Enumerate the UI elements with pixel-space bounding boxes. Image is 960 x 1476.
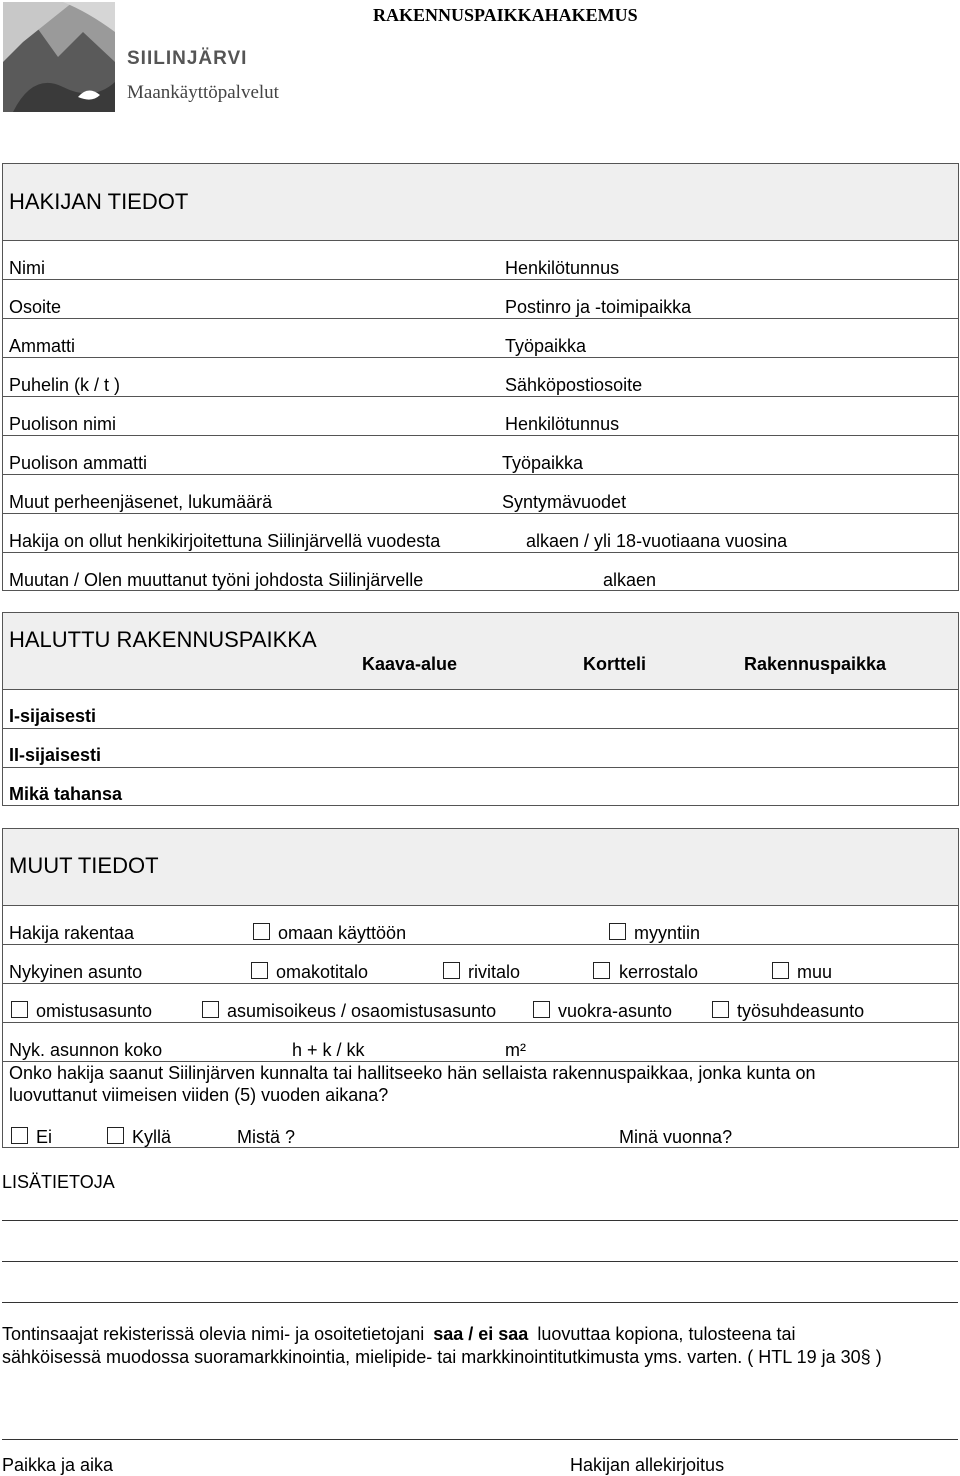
other-house-label: muu bbox=[797, 962, 833, 982]
right-of-occupancy-checkbox[interactable] bbox=[202, 1001, 219, 1018]
own-use-label: omaan käyttöön bbox=[278, 923, 407, 943]
adult-years-field[interactable]: alkaen / yli 18-vuotiaana vuosina bbox=[526, 531, 788, 551]
detached-house-checkbox[interactable] bbox=[251, 962, 268, 979]
row-divider bbox=[2, 983, 958, 984]
prior-plot-question: Onko hakija saanut Siilinjärven kunnalta tai hallitseeko hän sellaista rakennuspaikkaa, jonka kunta on luovuttanut viimeisen viiden (5) vuoden aikana? bbox=[9, 1063, 816, 1105]
yes-checkbox[interactable] bbox=[107, 1127, 124, 1144]
where-field[interactable]: Mistä ? bbox=[237, 1127, 296, 1147]
home-size-label[interactable]: Nyk. asunnon koko bbox=[9, 1040, 163, 1060]
for-sale-label: myyntiin bbox=[634, 923, 701, 943]
ssn-field[interactable]: Henkilötunnus bbox=[505, 258, 620, 278]
row-divider bbox=[2, 279, 958, 280]
phone-field[interactable]: Puhelin (k / t ) bbox=[9, 375, 121, 395]
consent-text-2: luovuttaa kopiona, tulosteena tai bbox=[537, 1324, 796, 1344]
plot-heading: HALUTTU RAKENNUSPAIKKA bbox=[9, 627, 317, 652]
name-field[interactable]: Nimi bbox=[9, 258, 45, 278]
extra-info-heading: LISÄTIETOJA bbox=[2, 1172, 115, 1192]
detached-house-label: omakotitalo bbox=[276, 962, 369, 982]
spouse-ssn-field[interactable]: Henkilötunnus bbox=[505, 414, 620, 434]
employer-housing-checkbox[interactable] bbox=[712, 1001, 729, 1018]
no-checkbox[interactable] bbox=[11, 1127, 28, 1144]
other-heading: MUUT TIEDOT bbox=[9, 853, 159, 878]
second-choice-row[interactable]: II-sijaisesti bbox=[9, 745, 102, 765]
any-choice-row[interactable]: Mikä tahansa bbox=[9, 784, 123, 804]
birth-years-field[interactable]: Syntymävuodet bbox=[502, 492, 627, 512]
moving-field[interactable]: Muutan / Olen muuttanut työni johdosta Siilinjärvelle bbox=[9, 570, 424, 590]
consent-choice[interactable]: saa / ei saa bbox=[433, 1324, 529, 1344]
year-field[interactable]: Minä vuonna? bbox=[619, 1127, 733, 1147]
row-divider bbox=[2, 318, 958, 319]
residence-since-field[interactable]: Hakija on ollut henkikirjoitettuna Siilinjärvellä vuodesta bbox=[9, 531, 441, 551]
logo-name: SIILINJÄRVI bbox=[127, 48, 248, 69]
row-divider bbox=[2, 435, 958, 436]
plot-col-block: Kortteli bbox=[583, 654, 646, 674]
rental-label: vuokra-asunto bbox=[558, 1001, 673, 1021]
plot-col-zone: Kaava-alue bbox=[362, 654, 458, 674]
signature-line[interactable] bbox=[2, 1439, 958, 1440]
no-label: Ei bbox=[36, 1127, 53, 1147]
row-divider bbox=[2, 944, 958, 945]
own-use-checkbox[interactable] bbox=[253, 923, 270, 940]
spouse-occupation-field[interactable]: Puolison ammatti bbox=[9, 453, 148, 473]
postcode-field[interactable]: Postinro ja -toimipaikka bbox=[505, 297, 692, 317]
extra-info-line[interactable] bbox=[2, 1302, 958, 1303]
logo-subtitle: Maankäyttöpalvelut bbox=[127, 82, 279, 103]
form-title: RAKENNUSPAIKKAHAKEMUS bbox=[373, 5, 638, 25]
spouse-name-field[interactable]: Puolison nimi bbox=[9, 414, 117, 434]
owner-occupied-label: omistusasunto bbox=[36, 1001, 153, 1021]
row-divider bbox=[2, 767, 958, 768]
workplace-field[interactable]: Työpaikka bbox=[505, 336, 587, 356]
for-sale-checkbox[interactable] bbox=[609, 923, 626, 940]
row-divider bbox=[2, 552, 958, 553]
applicant-heading: HAKIJAN TIEDOT bbox=[9, 189, 189, 214]
address-field[interactable]: Osoite bbox=[9, 297, 62, 317]
builds-label: Hakija rakentaa bbox=[9, 923, 135, 943]
logo bbox=[3, 2, 279, 112]
row-divider bbox=[2, 728, 958, 729]
rental-checkbox[interactable] bbox=[533, 1001, 550, 1018]
extra-info-line[interactable] bbox=[2, 1220, 958, 1221]
first-choice-row[interactable]: I-sijaisesti bbox=[9, 706, 97, 726]
row-divider bbox=[2, 513, 958, 514]
other-table bbox=[2, 905, 959, 1148]
row-divider bbox=[2, 474, 958, 475]
consent-text bbox=[2, 1323, 952, 1369]
row-house-label: rivitalo bbox=[468, 962, 521, 982]
owner-occupied-checkbox[interactable] bbox=[11, 1001, 28, 1018]
logo-emblem-icon bbox=[3, 2, 115, 112]
yes-label: Kyllä bbox=[132, 1127, 172, 1147]
home-area-unit[interactable]: m² bbox=[505, 1040, 526, 1060]
extra-info-line[interactable] bbox=[2, 1261, 958, 1262]
right-of-occupancy-label: asumisoikeus / osaomistusasunto bbox=[227, 1001, 497, 1021]
email-field[interactable]: Sähköpostiosoite bbox=[505, 375, 643, 395]
home-rooms-label[interactable]: h + k / kk bbox=[292, 1040, 365, 1060]
spouse-workplace-field[interactable]: Työpaikka bbox=[502, 453, 584, 473]
current-home-label: Nykyinen asunto bbox=[9, 962, 143, 982]
row-divider bbox=[2, 357, 958, 358]
row-divider bbox=[2, 396, 958, 397]
moving-since-field[interactable]: alkaen bbox=[603, 570, 657, 590]
apartment-building-label: kerrostalo bbox=[619, 962, 699, 982]
plot-col-plot: Rakennuspaikka bbox=[744, 654, 887, 674]
consent-text-3: sähköisessä muodossa suoramarkkinointia, mielipide- tai markkinointitutkimusta yms. varten. ( HTL 19 ja 30§ ) bbox=[2, 1347, 882, 1367]
row-house-checkbox[interactable] bbox=[443, 962, 460, 979]
signature-label: Hakijan allekirjoitus bbox=[570, 1455, 725, 1475]
row-divider bbox=[2, 1022, 958, 1023]
plot-table bbox=[2, 689, 959, 806]
apartment-building-checkbox[interactable] bbox=[593, 962, 610, 979]
occupation-field[interactable]: Ammatti bbox=[9, 336, 76, 356]
employer-housing-label: työsuhdeasunto bbox=[737, 1001, 865, 1021]
family-count-field[interactable]: Muut perheenjäsenet, lukumäärä bbox=[9, 492, 273, 512]
other-house-checkbox[interactable] bbox=[772, 962, 789, 979]
place-date-label: Paikka ja aika bbox=[2, 1455, 114, 1475]
consent-text-1: Tontinsaajat rekisterissä olevia nimi- ja osoitetietojani bbox=[2, 1324, 425, 1344]
